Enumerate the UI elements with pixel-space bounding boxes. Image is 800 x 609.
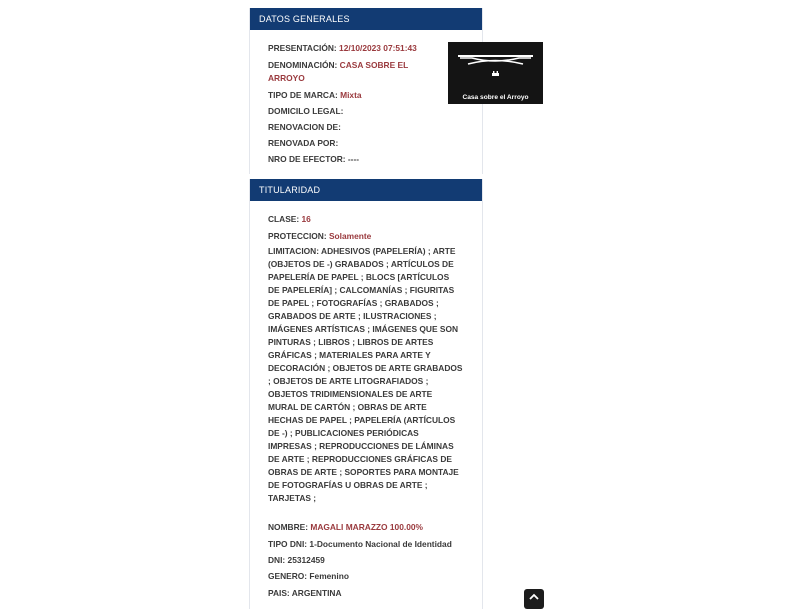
- clase-value: 16: [301, 214, 311, 224]
- dni-label: DNI:: [268, 555, 286, 565]
- denominacion-field: [268, 59, 428, 85]
- pais-field: [268, 587, 342, 600]
- pais-value: ARGENTINA: [291, 588, 342, 598]
- presentacion-label: PRESENTACIÓN:: [268, 43, 337, 53]
- tipo-dni-label: TIPO DNI:: [268, 539, 308, 549]
- renovacion-label: RENOVACION DE:: [268, 122, 341, 132]
- limitacion-value: ADHESIVOS (PAPELERÍA) ; ARTE (OBJETOS DE -) GRABADOS ; ARTÍCULOS DE PAPELERÍA DE PAPEL ; BLOCS [ARTÍCULOS DE PAPELERÍA] ; CALCOMANÍAS ; FIGURITAS DE PAPEL ; FOTOGRAFÍAS ; GRABADOS ; GRABADOS DE ARTE ; ILUSTRACIONES ; IMÁGENES ARTÍSTICAS ; IMÁGENES QUE SON PINTURAS ; LIBROS ; LIBROS DE ARTES GRÁFICAS ; MATERIALES PARA ARTE Y DECORACIÓN ; OBJETOS DE ARTE GRABADOS ; OBJETOS DE ARTE LITOGRAFIADOS ; OBJETOS TRIDIMENSIONALES DE ARTE MURAL DE CARTÓN ; OBRAS DE ARTE HECHAS DE PAPEL ; PAPELERÍA (ARTÍCULOS DE -) ; PUBLICACIONES PERIÓDICAS IMPRESAS ; REPRODUCCIONES DE LÁMINAS DE ARTE ; REPRODUCCIONES GRÁFICAS DE OBRAS DE ARTE ; SOPORTES PARA MONTAJE DE FOTOGRAFÍAS U OBRAS DE ARTE ; TARJETAS ;: [268, 246, 463, 503]
- renovada-field: [268, 137, 338, 150]
- proteccion-value: Solamente: [328, 231, 372, 241]
- clase-label: CLASE:: [268, 214, 300, 224]
- genero-field: [268, 570, 349, 583]
- proteccion-field: [268, 230, 371, 243]
- titularidad-header: TITULARIDAD: [250, 179, 482, 201]
- datos-generales-header: DATOS GENERALES: [250, 8, 482, 30]
- tipo-marca-value: Mixta: [340, 90, 362, 100]
- efector-label: NRO DE EFECTOR:: [268, 154, 346, 164]
- domicilio-field: [268, 105, 343, 118]
- tipo-marca-field: [268, 89, 362, 102]
- tipo-marca-label: TIPO DE MARCA:: [268, 90, 338, 100]
- pais-label: PAIS:: [268, 588, 290, 598]
- genero-label: GENERO:: [268, 571, 308, 581]
- tipo-dni-field: [268, 538, 468, 551]
- genero-value: Femenino: [309, 571, 349, 581]
- denominacion-label: DENOMINACIÓN:: [268, 60, 338, 70]
- efector-value: ----: [347, 154, 360, 164]
- presentacion-value: 12/10/2023 07:51:43: [339, 43, 417, 53]
- scroll-to-top-button[interactable]: [524, 589, 544, 609]
- clase-field: [268, 213, 311, 226]
- house-bridge-icon: [448, 42, 543, 92]
- tipo-dni-value: 1-Documento Nacional de Identidad: [309, 539, 452, 549]
- nombre-label: NOMBRE:: [268, 522, 309, 532]
- dni-value: 25312459: [287, 555, 325, 565]
- renovada-label: RENOVADA POR:: [268, 138, 339, 148]
- denominacion-value: CASA SOBRE EL ARROYO: [268, 60, 409, 83]
- domicilio-label: DOMICILO LEGAL:: [268, 106, 344, 116]
- presentacion-field: [268, 42, 448, 55]
- limitacion-field: [268, 245, 463, 505]
- titularidad-panel: [249, 179, 483, 609]
- trademark-logo-image: [448, 42, 543, 104]
- logo-caption: Casa sobre el Arroyo: [462, 94, 529, 101]
- dni-field: [268, 554, 325, 567]
- limitacion-label: LIMITACION:: [268, 246, 320, 256]
- efector-field: [268, 153, 359, 166]
- proteccion-label: PROTECCION:: [268, 231, 327, 241]
- nombre-value: MAGALI MARAZZO 100.00%: [310, 522, 423, 532]
- renovacion-field: [268, 121, 341, 134]
- nombre-field: [268, 521, 468, 534]
